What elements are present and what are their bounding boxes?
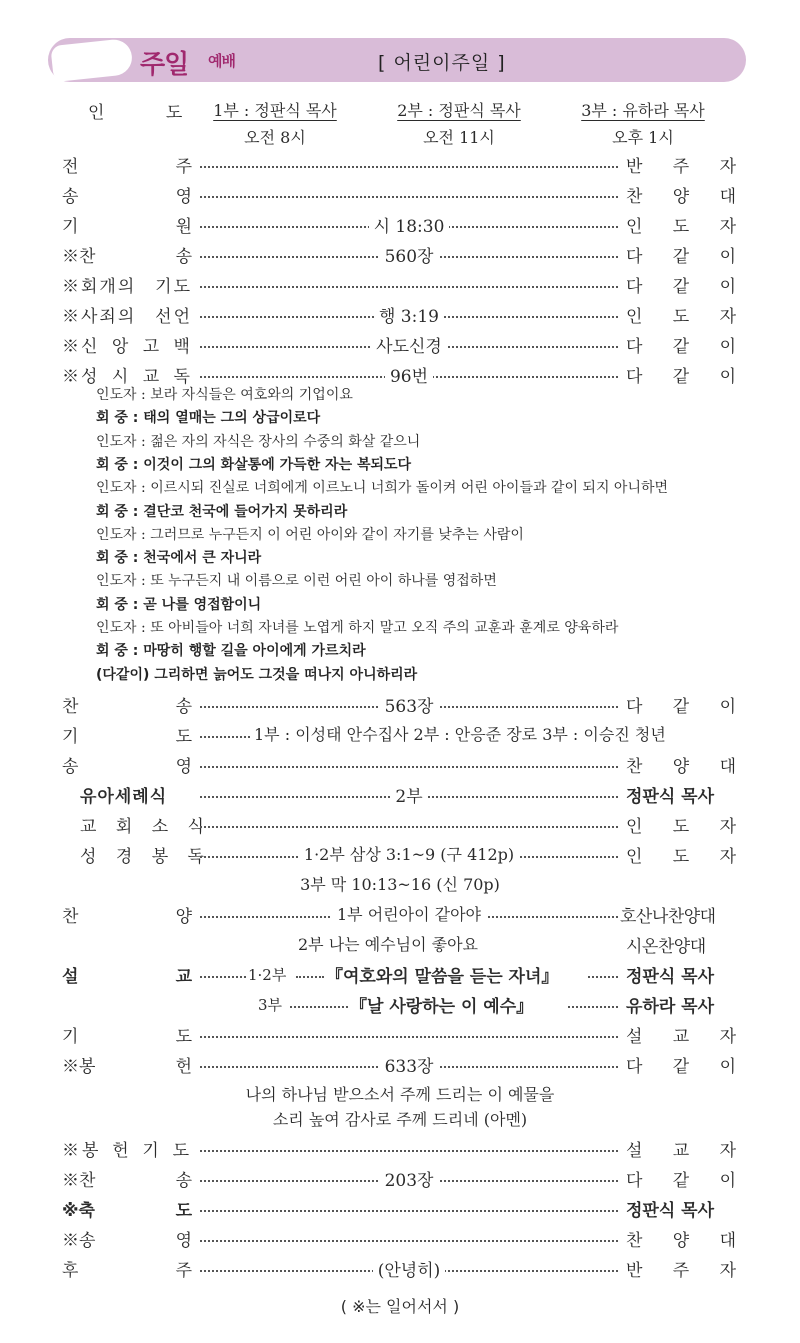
service-1 (200, 98, 350, 148)
item-responsible: 설 교 자 (626, 1141, 736, 1161)
item-responsible: 다 같 이 (626, 247, 736, 267)
order-row (0, 152, 800, 180)
item-responsible: 정판식 목사 (626, 787, 715, 807)
item-detail: 563장 (380, 697, 439, 717)
item-responsible: 인 도 자 (626, 217, 736, 237)
leader-dots (200, 729, 250, 738)
sermon-title: 『날 사랑하는 이 예수』 (350, 997, 534, 1017)
item-detail: 1부 : 이성태 안수집사 2부 : 안응준 장로 3부 : 이승진 청년 (254, 725, 666, 744)
item-responsible: 호산나찬양대 (620, 907, 716, 927)
leader-dots (200, 1233, 618, 1242)
sermon-prefix: 3부 (258, 996, 283, 1014)
order-row-praise (0, 752, 800, 780)
leader-dots (200, 759, 618, 768)
order-row-reading (0, 842, 800, 870)
offering-lyric-1: 나의 하나님 받으소서 주께 드리는 이 예물을 (245, 1085, 555, 1104)
order-row (0, 182, 800, 210)
leader-dots (200, 189, 618, 198)
page-title: [ 어린이주일 ] (378, 52, 506, 74)
order-row-sermon (0, 962, 800, 990)
item-detail: 560장 (380, 247, 439, 267)
item-detail: 행 3:19 (374, 307, 444, 327)
order-row-benediction (0, 1196, 800, 1224)
service-2-name: 2부 : 정판식 목사 (397, 101, 521, 120)
item-detail: 1·2부 삼상 3:1~9 (구 412p) (299, 845, 519, 864)
item-label: 송 영 (62, 187, 192, 207)
item-responsible: 인 도 자 (626, 817, 736, 837)
leader-dots (588, 969, 618, 978)
sermon-prefix: 1·2부 (248, 966, 287, 984)
item-responsible: 설 교 자 (626, 1027, 736, 1047)
leader-dots (200, 1029, 618, 1038)
item-responsible: 찬 양 대 (626, 187, 736, 207)
item-label: 후 주 (62, 1261, 192, 1281)
item-label: 기 도 (62, 1027, 192, 1047)
order-row-postlude (0, 1256, 800, 1284)
item-label: ※신 앙 고 백 (62, 337, 192, 357)
service-3-time: 오후 1시 (612, 128, 674, 147)
order-row-prayer2 (0, 1022, 800, 1050)
item-detail: 96번 (385, 367, 433, 387)
responsive-line: 회 중 : 천국에서 큰 자니라 (96, 550, 262, 567)
reading-extra: 3부 막 10:13~16 (신 70p) (300, 875, 500, 894)
order-row-prayer (0, 722, 800, 750)
order-row (0, 332, 800, 360)
item-label: 찬 송 (62, 697, 192, 717)
order-row-anthem-2 (0, 932, 800, 960)
item-responsible: 유하라 목사 (626, 997, 715, 1017)
logo-main: 주일 (140, 50, 189, 80)
item-label: 교 회 소 식 (80, 817, 210, 837)
item-label: 기 도 (62, 727, 192, 747)
item-responsible: 다 같 이 (626, 1171, 736, 1191)
leaders-label: 인 도 (88, 103, 211, 123)
item-detail: 시 18:30 (369, 217, 450, 237)
responsive-line: 회 중 : 마땅히 행할 길을 아이에게 가르치라 (96, 643, 366, 660)
item-responsible: 정판식 목사 (626, 1201, 715, 1221)
leader-dots (200, 1143, 618, 1152)
item-detail: 2부 (390, 787, 427, 807)
responsive-line: 인도자 : 젊은 자의 자식은 장사의 수중의 화살 같으니 (96, 433, 421, 450)
responsive-line: 인도자 : 또 아비들아 너희 자녀를 노엽게 하지 말고 오직 주의 교훈과 훈계로 양육하라 (96, 620, 619, 636)
responsive-line: 인도자 : 그러므로 누구든지 이 어린 아이와 같이 자기를 낮추는 사람이 (96, 526, 524, 543)
item-label: 기 원 (62, 217, 192, 237)
item-responsible: 다 같 이 (626, 697, 736, 717)
service-3-name: 3부 : 유하라 목사 (581, 101, 705, 120)
leader-dots (200, 969, 246, 978)
item-responsible: 다 같 이 (626, 337, 736, 357)
leader-dots (200, 819, 618, 828)
item-label: ※회개의 기도 (62, 277, 192, 297)
item-label: 설 교 (62, 967, 192, 987)
leader-dots (200, 1203, 618, 1212)
item-responsible: 찬 양 대 (626, 757, 736, 777)
service-2 (384, 98, 534, 148)
item-responsible: 인 도 자 (626, 847, 736, 867)
item-responsible: 정판식 목사 (626, 967, 715, 987)
order-row (0, 302, 800, 330)
order-row-offering (0, 1052, 800, 1080)
order-row-anthem (0, 902, 800, 930)
item-responsible: 다 같 이 (626, 277, 736, 297)
item-label: 유아세례식 (80, 787, 168, 807)
service-3 (568, 98, 718, 148)
responsive-line: 회 중 : 결단코 천국에 들어가지 못하리라 (96, 503, 348, 520)
item-detail: (안녕히) (373, 1261, 446, 1281)
order-row (0, 212, 800, 240)
sermon-title: 『여호와의 말씀을 듣는 자녀』 (326, 967, 559, 987)
responsive-line: 인도자 : 또 누구든지 내 이름으로 이런 어린 아이 하나를 영접하면 (96, 573, 497, 590)
order-row (0, 272, 800, 300)
order-row-doxology (0, 1226, 800, 1254)
logo-sub: 예배 (208, 52, 235, 70)
item-label: ※찬 송 (62, 247, 192, 267)
service-1-time: 오전 8시 (244, 128, 306, 147)
item-responsible: 인 도 자 (626, 307, 736, 327)
leader-dots (568, 999, 618, 1008)
item-label: ※봉 헌 기 도 (62, 1141, 192, 1161)
service-2-time: 오전 11시 (423, 128, 495, 147)
item-label: ※봉 헌 (62, 1057, 192, 1077)
order-row-offering-prayer (0, 1136, 800, 1164)
item-label: 찬 양 (62, 907, 192, 927)
item-label: ※성 시 교 독 (62, 367, 192, 387)
order-row-news (0, 812, 800, 840)
item-detail: 사도신경 (371, 337, 447, 357)
item-label: 전 주 (62, 157, 192, 177)
leader-dots (200, 159, 618, 168)
responsive-line: 회 중 : 이것이 그의 화살통에 가득한 자는 복되도다 (96, 456, 412, 473)
order-row-sermon-2 (0, 992, 800, 1020)
footer-note: ( ※는 일어서서 ) (340, 1297, 460, 1316)
order-row-hymn1 (0, 692, 800, 720)
item-label: ※송 영 (62, 1231, 192, 1251)
item-responsible: 다 같 이 (626, 1057, 736, 1077)
item-label: ※사죄의 선언 (62, 307, 192, 327)
item-responsible: 반 주 자 (626, 1261, 736, 1281)
item-responsible: 다 같 이 (626, 367, 736, 387)
responsive-line: 인도자 : 보라 자식들은 여호와의 기업이요 (96, 387, 353, 403)
item-responsible: 찬 양 대 (626, 1231, 736, 1251)
item-label: 송 영 (62, 757, 192, 777)
order-row-baptism (0, 782, 800, 810)
responsive-line: 회 중 : 태의 열매는 그의 상급이로다 (96, 410, 321, 427)
item-label: 성 경 봉 독 (80, 847, 210, 867)
leader-dots (296, 969, 324, 978)
responsive-line: (다같이) 그리하면 늙어도 그것을 떠나지 아니하리라 (96, 666, 418, 683)
leader-dots (200, 279, 618, 288)
item-label: ※찬 송 (62, 1171, 192, 1191)
order-row (0, 242, 800, 270)
leader-dots (290, 999, 348, 1008)
item-responsible: 반 주 자 (626, 157, 736, 177)
service-1-name: 1부 : 정판식 목사 (213, 101, 337, 120)
item-detail: 203장 (380, 1171, 439, 1191)
item-detail: 633장 (380, 1057, 439, 1077)
item-label: ※축 도 (62, 1201, 192, 1221)
item-detail: 1부 어린아이 같아야 (332, 905, 486, 924)
logo-background (50, 38, 133, 82)
offering-lyric-2: 소리 높여 감사로 주께 드리네 (아멘) (272, 1110, 528, 1129)
item-detail: 2부 나는 예수님이 좋아요 (298, 935, 478, 954)
responsive-line: 회 중 : 곧 나를 영접함이니 (96, 596, 262, 613)
item-responsible: 시온찬양대 (626, 937, 706, 957)
header-bar (48, 38, 746, 82)
order-row-hymn2 (0, 1166, 800, 1194)
responsive-line: 인도자 : 이르시되 진실로 너희에게 이르노니 너희가 돌이켜 어린 아이들과 같이 되지 아니하면 (96, 480, 669, 497)
